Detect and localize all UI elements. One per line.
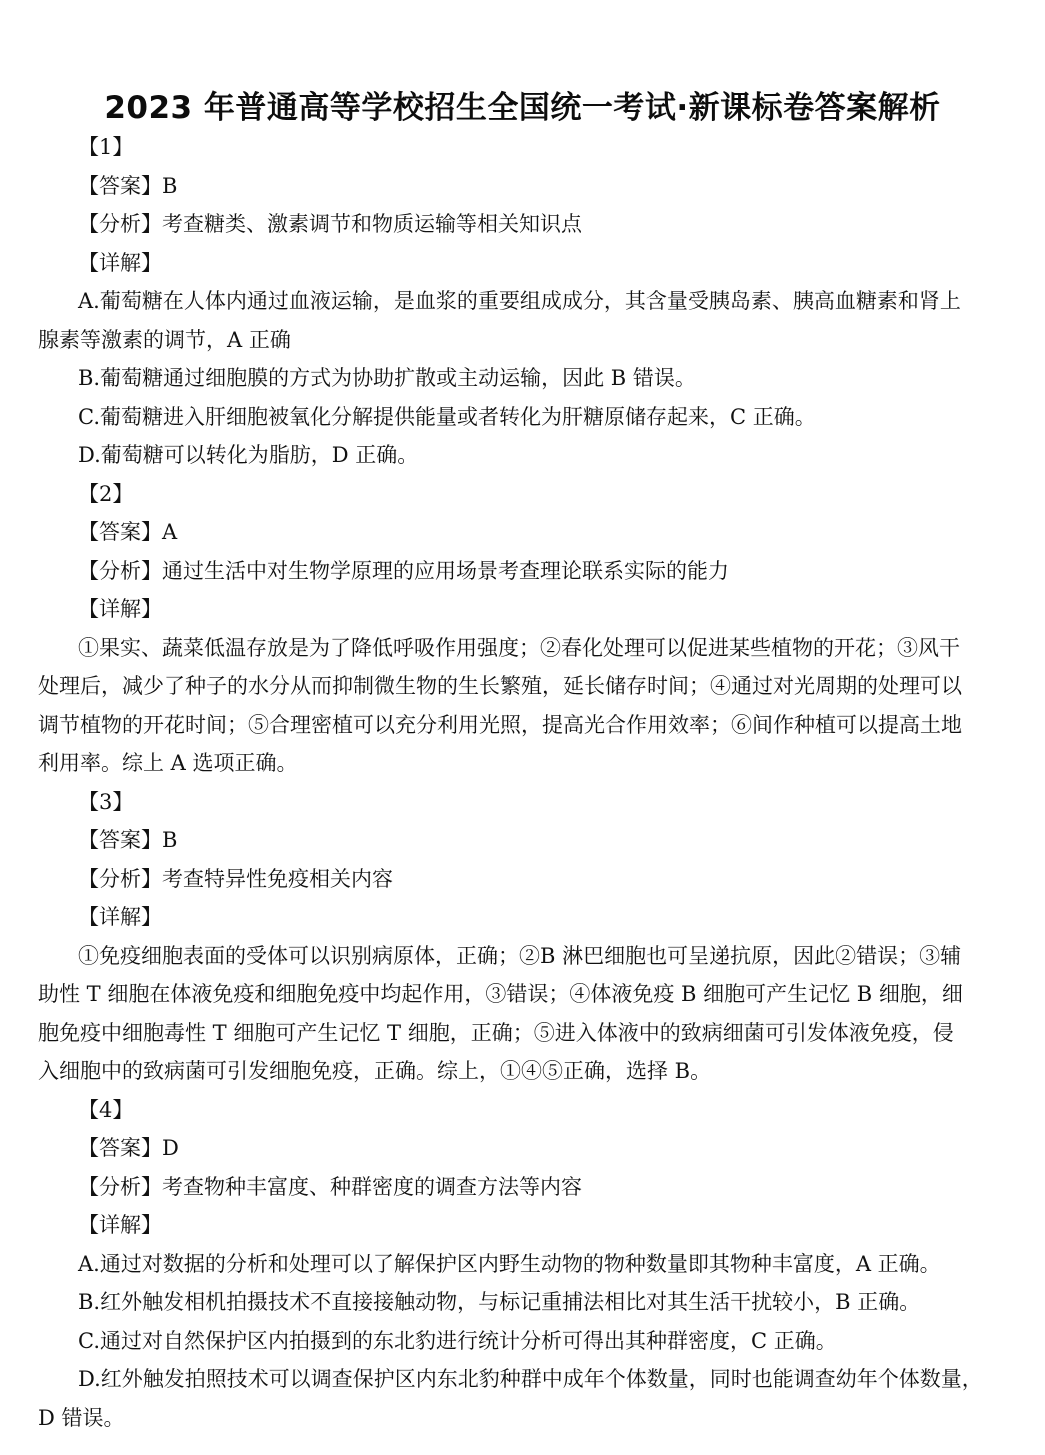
- q1-number: 【1】: [78, 135, 134, 159]
- q4-detail-label: 【详解】: [78, 1213, 162, 1237]
- q1-option-b: B.葡萄糖通过细胞膜的方式为协助扩散或主动运输，因此 B 错误。: [78, 366, 696, 390]
- q4-option-c: C.通过对自然保护区内拍摄到的东北豹进行统计分析可得出其种群密度，C 正确。: [78, 1328, 837, 1353]
- q4-option-d-line1: D.红外触发拍照技术可以调查保护区内东北豹种群中成年个体数量，同时也能调查幼年个体数量，: [78, 1367, 983, 1391]
- q1-option-c: C.葡萄糖进入肝细胞被氧化分解提供能量或者转化为肝糖原储存起来，C 正确。: [78, 404, 816, 429]
- q3-number: 【3】: [78, 789, 134, 814]
- q1-analysis: 【分析】考查糖类、激素调节和物质运输等相关知识点: [78, 212, 582, 236]
- page-title: 2023 年普通高等学校招生全国统一考试·新课标卷答案解析: [104, 90, 941, 126]
- q4-number: 【4】: [78, 1097, 134, 1122]
- q3-detail-line1: ①免疫细胞表面的受体可以识别病原体，正确；②B 淋巴细胞也可呈递抗原，因此②错误；③辅: [78, 943, 962, 968]
- q3-detail-line4: 入细胞中的致病菌可引发细胞免疫，正确。综上，①④⑤正确，选择 B。: [38, 1059, 712, 1083]
- q3-detail-line3: 胞免疫中细胞毒性 T 细胞可产生记忆 T 细胞，正确；⑤进入体液中的致病细菌可引发体液免疫，侵: [38, 1020, 954, 1045]
- q4-answer: 【答案】D: [78, 1136, 179, 1160]
- q1-detail-label: 【详解】: [78, 250, 162, 275]
- q3-answer: 【答案】B: [78, 828, 178, 852]
- q2-number: 【2】: [78, 481, 134, 506]
- q2-detail-label: 【详解】: [78, 597, 162, 621]
- q1-option-a-line1: A.葡萄糖在人体内通过血液运输，是血浆的重要组成成分，其含量受胰岛素、胰高血糖素和肾上: [78, 289, 961, 313]
- q2-detail-line2: 处理后，减少了种子的水分从而抑制微生物的生长繁殖，延长储存时间；④通过对光周期的处理可以: [38, 674, 962, 698]
- q2-detail-line4: 利用率。综上 A 选项正确。: [38, 751, 298, 775]
- q1-answer: 【答案】B: [78, 173, 178, 198]
- q1-option-a-line2: 腺素等激素的调节，A 正确: [38, 327, 291, 352]
- answer-content: [38, 128, 1003, 1437]
- q4-option-d-line2: D 错误。: [38, 1405, 125, 1430]
- q3-detail-label: 【详解】: [78, 905, 162, 929]
- q2-detail-line3: 调节植物的开花时间；⑤合理密植可以充分利用光照，提高光合作用效率；⑥间作种植可以提高土地: [38, 712, 962, 737]
- q2-detail-line1: ①果实、蔬菜低温存放是为了降低呼吸作用强度；②春化处理可以促进某些植物的开花；③风干: [78, 635, 960, 660]
- q3-analysis: 【分析】考查特异性免疫相关内容: [78, 866, 393, 891]
- q4-option-a: A.通过对数据的分析和处理可以了解保护区内野生动物的物种数量即其物种丰富度，A 正确。: [78, 1251, 941, 1276]
- q3-detail-line2: 助性 T 细胞在体液免疫和细胞免疫中均起作用，③错误；④体液免疫 B 细胞可产生记忆 B 细胞，细: [38, 982, 963, 1006]
- q2-answer: 【答案】A: [78, 520, 178, 544]
- q2-analysis: 【分析】通过生活中对生物学原理的应用场景考查理论联系实际的能力: [78, 558, 729, 583]
- q1-option-d: D.葡萄糖可以转化为脂肪，D 正确。: [78, 443, 419, 467]
- q4-option-b: B.红外触发相机拍摄技术不直接接触动物，与标记重捕法相比对其生活干扰较小，B 正确。: [78, 1290, 921, 1314]
- q4-analysis: 【分析】考查物种丰富度、种群密度的调查方法等内容: [78, 1174, 582, 1199]
